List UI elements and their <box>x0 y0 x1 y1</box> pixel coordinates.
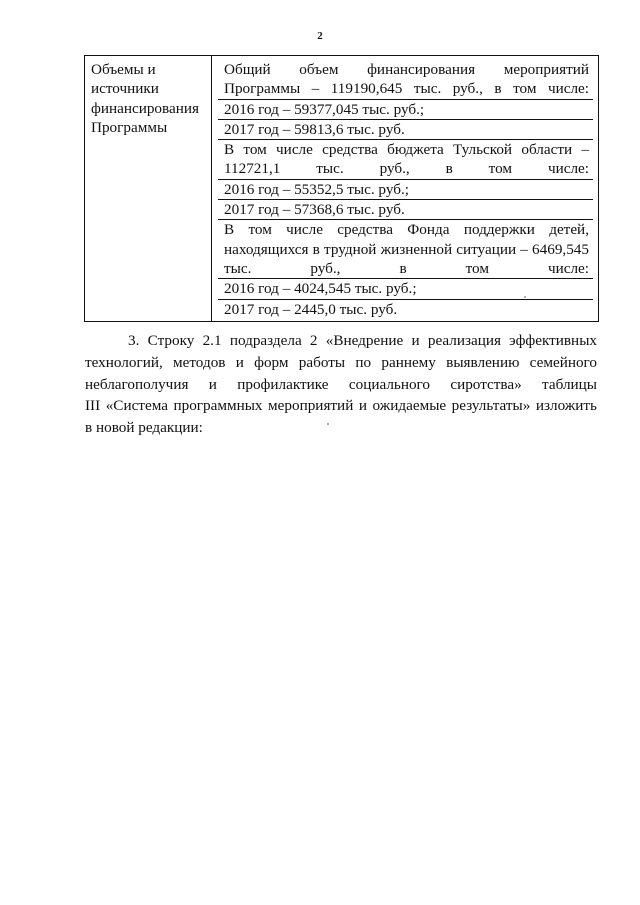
paragraph-line: 3. Строку 2.1 подраздела 2 «Внедрение и реализация эффективных <box>128 332 597 349</box>
value-cell <box>212 56 599 322</box>
page-number: 2 <box>317 30 323 42</box>
label-cell <box>85 56 212 322</box>
financing-table <box>84 55 599 322</box>
total-funding-text: Общий объем финансирования мероприятий Программы – 119190,645 тыс. руб., в том числе: <box>218 60 593 100</box>
paragraph-line: технологий, методов и форм работы по раннему выявлению семейного <box>85 353 597 371</box>
label-line: источники <box>91 80 159 98</box>
scan-speck <box>524 296 526 298</box>
label-line: финансирования <box>91 99 199 117</box>
regional-2017-text: 2017 год – 57368,6 тыс. руб. <box>218 200 593 220</box>
fund-2017-text: 2017 год – 2445,0 тыс. руб. <box>224 300 398 318</box>
paragraph-line: III «Система программных мероприятий и ожидаемые результаты» изложить <box>85 397 597 415</box>
regional-budget-text: В том числе средства бюджета Тульской области – 112721,1 тыс. руб., в том числе: <box>218 140 593 180</box>
regional-2016-text: 2016 год – 55352,5 тыс. руб.; <box>218 180 593 200</box>
scan-speck <box>327 423 329 425</box>
label-line: Программы <box>91 118 168 136</box>
total-2016-text: 2016 год – 59377,045 тыс. руб.; <box>218 100 593 120</box>
label-line: Объемы и <box>91 61 156 78</box>
fund-2016-text: 2016 год – 4024,545 тыс. руб.; <box>218 279 593 299</box>
children-fund-text: В том числе средства Фонда поддержки детей, находящихся в трудной жизненной ситуации – 6469,545 тыс. руб., в том числе: <box>218 220 593 279</box>
amendment-paragraph <box>85 330 597 439</box>
total-2017-text: 2017 год – 59813,6 тыс. руб. <box>218 120 593 140</box>
table-row <box>85 56 599 322</box>
paragraph-line: в новой редакции: <box>85 419 203 437</box>
paragraph-line: неблагополучия и профилактике социального сиротства» таблицы <box>85 375 597 393</box>
